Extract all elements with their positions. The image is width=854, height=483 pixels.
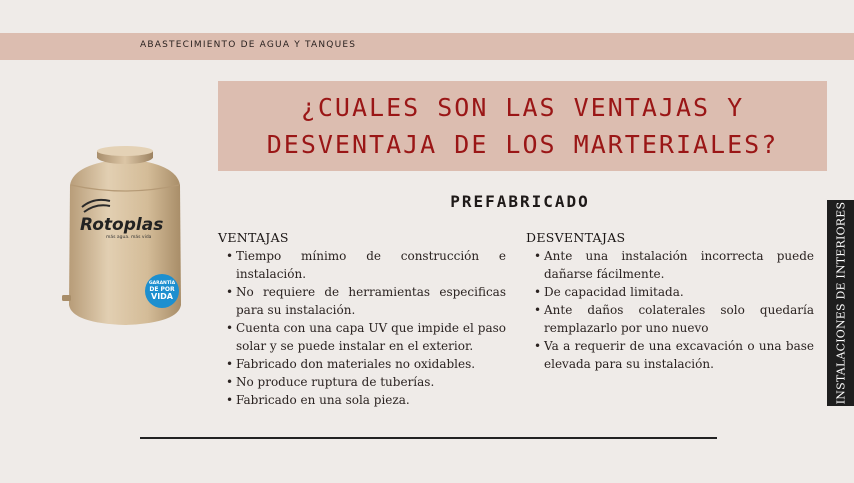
list-item: • Ante una instalación incorrecta puede dañarse fácilmente. <box>526 247 814 283</box>
water-tank-image <box>60 145 190 330</box>
list-item: • Tiempo mínimo de construcción e instalación. <box>218 247 506 283</box>
list-item: • De capacidad limitada. <box>526 283 814 301</box>
ventajas-list <box>218 247 506 409</box>
list-item: • No requiere de herramientas especificas para su instalación. <box>218 283 506 319</box>
svg-text:VIDA: VIDA <box>151 292 173 301</box>
ventajas-heading: VENTAJAS <box>218 230 289 245</box>
svg-text:DE POR: DE POR <box>149 286 175 293</box>
brand-tagline: más agua. más vida <box>106 235 152 240</box>
title-line-1: ¿CUALES SON LAS VENTAJAS Y <box>300 93 745 122</box>
divider-line <box>140 437 717 439</box>
side-tab[interactable] <box>827 200 854 406</box>
list-item: • Fabricado don materiales no oxidables. <box>218 355 506 373</box>
list-item: • Ante daños colaterales solo quedaría remplazarlo por uno nuevo <box>526 301 814 337</box>
section-subtitle: PREFABRICADO <box>450 192 590 211</box>
list-item: • Fabricado en una sola pieza. <box>218 391 506 409</box>
svg-text:GARANTÍA: GARANTÍA <box>148 281 176 286</box>
title-box <box>218 81 827 171</box>
brand-logo-text: Rotoplas <box>80 215 164 235</box>
list-item: • Cuenta con una capa UV que impide el paso solar y se puede instalar en el exterior. <box>218 319 506 355</box>
desventajas-column <box>526 229 814 373</box>
title-line-2: DESVENTAJA DE LOS MARTERIALES? <box>266 130 779 159</box>
side-tab-label: INSTALACIONES DE INTERIORES <box>834 201 847 405</box>
list-item: • No produce ruptura de tuberías. <box>218 373 506 391</box>
page-title <box>267 89 779 163</box>
list-item: • Va a requerir de una excavación o una base elevada para su instalación. <box>526 337 814 373</box>
desventajas-list <box>526 247 814 373</box>
desventajas-heading: DESVENTAJAS <box>526 230 626 245</box>
header-band <box>0 33 854 60</box>
ventajas-column <box>218 229 506 409</box>
header-label: ABASTECIMIENTO DE AGUA Y TANQUES <box>140 40 357 50</box>
